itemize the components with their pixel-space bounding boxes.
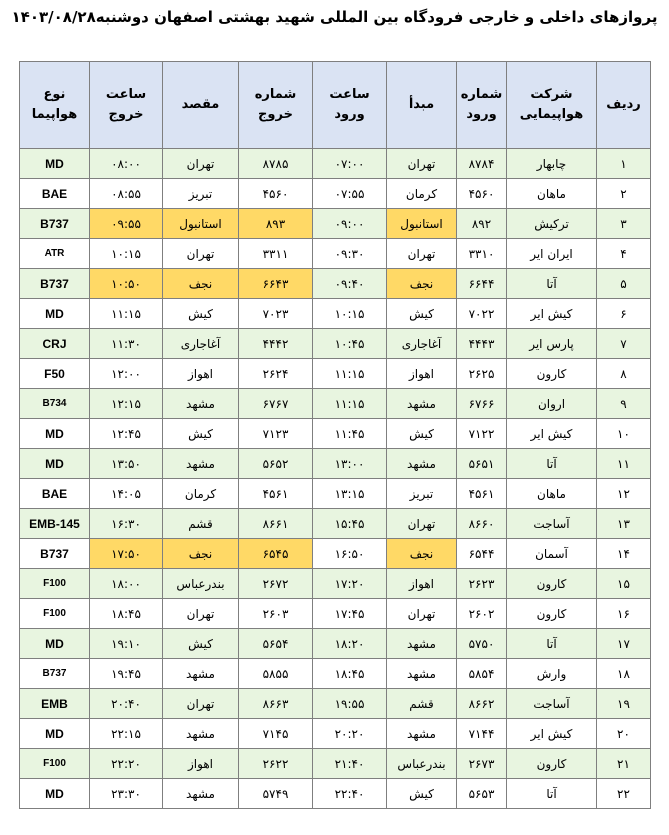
- departure-time-cell: ۱۱:۱۵: [90, 299, 163, 329]
- flight-schedule-table: [19, 61, 651, 809]
- airline-cell: آساجت: [507, 509, 597, 539]
- row-number-cell: ۱۲: [597, 479, 651, 509]
- table-row: [20, 209, 651, 239]
- departure-time-cell: ۱۳:۵۰: [90, 449, 163, 479]
- header-departure-time: ساعت خروج: [90, 62, 163, 149]
- origin-cell: اهواز: [387, 359, 457, 389]
- departure-flight-cell: ۷۱۴۵: [239, 719, 313, 749]
- departure-flight-cell: ۷۱۲۳: [239, 419, 313, 449]
- origin-cell: مشهد: [387, 389, 457, 419]
- departure-flight-cell: ۸۶۶۳: [239, 689, 313, 719]
- aircraft-type-cell: BAE: [20, 479, 90, 509]
- airline-cell: ماهان: [507, 179, 597, 209]
- arrival-time-cell: ۱۳:۰۰: [313, 449, 387, 479]
- origin-cell: آغاجاری: [387, 329, 457, 359]
- table-header-row: [20, 62, 651, 149]
- table-row: [20, 329, 651, 359]
- aircraft-type-cell: MD: [20, 299, 90, 329]
- departure-time-cell: ۱۰:۱۵: [90, 239, 163, 269]
- airline-cell: کیش ایر: [507, 419, 597, 449]
- table-row: [20, 599, 651, 629]
- destination-cell: کیش: [163, 299, 239, 329]
- airline-cell: کارون: [507, 749, 597, 779]
- row-number-cell: ۱۳: [597, 509, 651, 539]
- destination-cell: قشم: [163, 509, 239, 539]
- departure-time-cell: ۱۹:۴۵: [90, 659, 163, 689]
- arrival-flight-cell: ۷۰۲۲: [457, 299, 507, 329]
- row-number-cell: ۵: [597, 269, 651, 299]
- row-number-cell: ۲: [597, 179, 651, 209]
- airline-cell: اروان: [507, 389, 597, 419]
- table-row: [20, 269, 651, 299]
- arrival-time-cell: ۱۸:۴۵: [313, 659, 387, 689]
- row-number-cell: ۱۰: [597, 419, 651, 449]
- departure-flight-cell: ۴۴۴۲: [239, 329, 313, 359]
- origin-cell: مشهد: [387, 719, 457, 749]
- table-row: [20, 239, 651, 269]
- flight-rows: [20, 149, 651, 809]
- departure-time-cell: ۲۰:۴۰: [90, 689, 163, 719]
- aircraft-type-cell: B737: [20, 659, 90, 689]
- destination-cell: نجف: [163, 539, 239, 569]
- table-row: [20, 179, 651, 209]
- table-row: [20, 419, 651, 449]
- arrival-time-cell: ۱۶:۵۰: [313, 539, 387, 569]
- row-number-cell: ۱۸: [597, 659, 651, 689]
- table-row: [20, 689, 651, 719]
- departure-flight-cell: ۵۸۵۵: [239, 659, 313, 689]
- table-row: [20, 299, 651, 329]
- departure-flight-cell: ۸۶۶۱: [239, 509, 313, 539]
- departure-flight-cell: ۸۷۸۵: [239, 149, 313, 179]
- row-number-cell: ۹: [597, 389, 651, 419]
- row-number-cell: ۲۱: [597, 749, 651, 779]
- arrival-time-cell: ۰۹:۳۰: [313, 239, 387, 269]
- arrival-flight-cell: ۷۱۴۴: [457, 719, 507, 749]
- aircraft-type-cell: ATR: [20, 239, 90, 269]
- arrival-time-cell: ۱۰:۴۵: [313, 329, 387, 359]
- arrival-flight-cell: ۴۵۶۱: [457, 479, 507, 509]
- destination-cell: مشهد: [163, 779, 239, 809]
- arrival-flight-cell: ۶۵۴۴: [457, 539, 507, 569]
- departure-flight-cell: ۲۶۲۲: [239, 749, 313, 779]
- airline-cell: آتا: [507, 629, 597, 659]
- header-destination: مقصد: [163, 62, 239, 149]
- airline-cell: کارون: [507, 569, 597, 599]
- arrival-time-cell: ۱۳:۱۵: [313, 479, 387, 509]
- table-row: [20, 539, 651, 569]
- airline-cell: آتا: [507, 449, 597, 479]
- table-row: [20, 149, 651, 179]
- arrival-flight-cell: ۸۶۶۲: [457, 689, 507, 719]
- arrival-flight-cell: ۸۷۸۴: [457, 149, 507, 179]
- origin-cell: تهران: [387, 599, 457, 629]
- airline-cell: کارون: [507, 359, 597, 389]
- row-number-cell: ۴: [597, 239, 651, 269]
- row-number-cell: ۱۵: [597, 569, 651, 599]
- airline-cell: وارش: [507, 659, 597, 689]
- airline-cell: آساجت: [507, 689, 597, 719]
- origin-cell: کیش: [387, 299, 457, 329]
- arrival-time-cell: ۱۵:۴۵: [313, 509, 387, 539]
- departure-time-cell: ۱۲:۴۵: [90, 419, 163, 449]
- destination-cell: تهران: [163, 689, 239, 719]
- departure-time-cell: ۱۰:۵۰: [90, 269, 163, 299]
- destination-cell: تهران: [163, 599, 239, 629]
- row-number-cell: ۲۰: [597, 719, 651, 749]
- departure-flight-cell: ۴۵۶۱: [239, 479, 313, 509]
- origin-cell: کرمان: [387, 179, 457, 209]
- table-row: [20, 509, 651, 539]
- departure-time-cell: ۱۷:۵۰: [90, 539, 163, 569]
- airline-cell: آتا: [507, 779, 597, 809]
- arrival-flight-cell: ۲۶۲۵: [457, 359, 507, 389]
- airline-cell: ماهان: [507, 479, 597, 509]
- arrival-flight-cell: ۷۱۲۲: [457, 419, 507, 449]
- origin-cell: اهواز: [387, 569, 457, 599]
- arrival-time-cell: ۲۲:۴۰: [313, 779, 387, 809]
- aircraft-type-cell: MD: [20, 449, 90, 479]
- origin-cell: تهران: [387, 509, 457, 539]
- departure-flight-cell: ۴۵۶۰: [239, 179, 313, 209]
- destination-cell: کرمان: [163, 479, 239, 509]
- departure-flight-cell: ۳۳۱۱: [239, 239, 313, 269]
- arrival-flight-cell: ۵۸۵۴: [457, 659, 507, 689]
- row-number-cell: ۱۱: [597, 449, 651, 479]
- departure-time-cell: ۰۸:۰۰: [90, 149, 163, 179]
- origin-cell: تهران: [387, 239, 457, 269]
- aircraft-type-cell: F100: [20, 569, 90, 599]
- arrival-flight-cell: ۴۵۶۰: [457, 179, 507, 209]
- row-number-cell: ۷: [597, 329, 651, 359]
- aircraft-type-cell: MD: [20, 629, 90, 659]
- departure-flight-cell: ۶۵۴۵: [239, 539, 313, 569]
- arrival-time-cell: ۱۱:۱۵: [313, 359, 387, 389]
- arrival-flight-cell: ۵۶۵۱: [457, 449, 507, 479]
- destination-cell: نجف: [163, 269, 239, 299]
- origin-cell: کیش: [387, 779, 457, 809]
- arrival-flight-cell: ۸۶۶۰: [457, 509, 507, 539]
- aircraft-type-cell: BAE: [20, 179, 90, 209]
- table-row: [20, 359, 651, 389]
- departure-time-cell: ۰۹:۵۵: [90, 209, 163, 239]
- aircraft-type-cell: F100: [20, 749, 90, 779]
- departure-flight-cell: ۵۶۵۲: [239, 449, 313, 479]
- arrival-flight-cell: ۸۹۲: [457, 209, 507, 239]
- row-number-cell: ۱۷: [597, 629, 651, 659]
- departure-time-cell: ۱۱:۳۰: [90, 329, 163, 359]
- aircraft-type-cell: MD: [20, 779, 90, 809]
- departure-time-cell: ۱۸:۰۰: [90, 569, 163, 599]
- row-number-cell: ۱۴: [597, 539, 651, 569]
- departure-flight-cell: ۵۶۵۴: [239, 629, 313, 659]
- origin-cell: نجف: [387, 539, 457, 569]
- aircraft-type-cell: B734: [20, 389, 90, 419]
- arrival-time-cell: ۱۰:۱۵: [313, 299, 387, 329]
- header-departure-flight: شماره خروج: [239, 62, 313, 149]
- destination-cell: کیش: [163, 419, 239, 449]
- departure-time-cell: ۲۳:۳۰: [90, 779, 163, 809]
- header-arrival-time: ساعت ورود: [313, 62, 387, 149]
- destination-cell: اهواز: [163, 359, 239, 389]
- table-row: [20, 449, 651, 479]
- destination-cell: آغاجاری: [163, 329, 239, 359]
- aircraft-type-cell: MD: [20, 149, 90, 179]
- airline-cell: پارس ایر: [507, 329, 597, 359]
- destination-cell: اهواز: [163, 749, 239, 779]
- departure-time-cell: ۲۲:۱۵: [90, 719, 163, 749]
- header-arrival-flight: شماره ورود: [457, 62, 507, 149]
- arrival-flight-cell: ۶۷۶۶: [457, 389, 507, 419]
- aircraft-type-cell: F100: [20, 599, 90, 629]
- departure-flight-cell: ۷۰۲۳: [239, 299, 313, 329]
- table-row: [20, 569, 651, 599]
- departure-time-cell: ۱۲:۱۵: [90, 389, 163, 419]
- arrival-flight-cell: ۲۶۰۲: [457, 599, 507, 629]
- row-number-cell: ۱۹: [597, 689, 651, 719]
- arrival-time-cell: ۰۹:۰۰: [313, 209, 387, 239]
- airline-cell: آتا: [507, 269, 597, 299]
- origin-cell: قشم: [387, 689, 457, 719]
- origin-cell: مشهد: [387, 659, 457, 689]
- destination-cell: مشهد: [163, 719, 239, 749]
- departure-flight-cell: ۲۶۷۲: [239, 569, 313, 599]
- arrival-time-cell: ۱۱:۴۵: [313, 419, 387, 449]
- arrival-time-cell: ۱۱:۱۵: [313, 389, 387, 419]
- header-row-number: ردیف: [597, 62, 651, 149]
- destination-cell: مشهد: [163, 389, 239, 419]
- table-row: [20, 719, 651, 749]
- departure-flight-cell: ۶۶۴۳: [239, 269, 313, 299]
- page-title: پروازهای داخلی و خارجی فرودگاه بین المللی شهید بهشتی اصفهان دوشنبه۱۴۰۳/۰۸/۲۸: [11, 8, 658, 26]
- arrival-time-cell: ۰۹:۴۰: [313, 269, 387, 299]
- origin-cell: کیش: [387, 419, 457, 449]
- departure-flight-cell: ۸۹۳: [239, 209, 313, 239]
- row-number-cell: ۶: [597, 299, 651, 329]
- aircraft-type-cell: MD: [20, 419, 90, 449]
- origin-cell: مشهد: [387, 449, 457, 479]
- table-row: [20, 779, 651, 809]
- departure-flight-cell: ۶۷۶۷: [239, 389, 313, 419]
- row-number-cell: ۳: [597, 209, 651, 239]
- destination-cell: مشهد: [163, 659, 239, 689]
- arrival-time-cell: ۱۹:۵۵: [313, 689, 387, 719]
- departure-time-cell: ۱۹:۱۰: [90, 629, 163, 659]
- arrival-flight-cell: ۳۳۱۰: [457, 239, 507, 269]
- aircraft-type-cell: B737: [20, 539, 90, 569]
- header-airline: شرکت هواپیمایی: [507, 62, 597, 149]
- departure-time-cell: ۰۸:۵۵: [90, 179, 163, 209]
- row-number-cell: ۱۶: [597, 599, 651, 629]
- table-row: [20, 749, 651, 779]
- row-number-cell: ۸: [597, 359, 651, 389]
- aircraft-type-cell: MD: [20, 719, 90, 749]
- departure-time-cell: ۱۴:۰۵: [90, 479, 163, 509]
- aircraft-type-cell: B737: [20, 269, 90, 299]
- arrival-flight-cell: ۴۴۴۳: [457, 329, 507, 359]
- aircraft-type-cell: F50: [20, 359, 90, 389]
- departure-flight-cell: ۲۶۰۳: [239, 599, 313, 629]
- departure-flight-cell: ۵۷۴۹: [239, 779, 313, 809]
- destination-cell: تهران: [163, 149, 239, 179]
- airline-cell: ایران ایر: [507, 239, 597, 269]
- origin-cell: تبریز: [387, 479, 457, 509]
- arrival-time-cell: ۰۷:۰۰: [313, 149, 387, 179]
- destination-cell: مشهد: [163, 449, 239, 479]
- row-number-cell: ۱: [597, 149, 651, 179]
- arrival-flight-cell: ۵۷۵۰: [457, 629, 507, 659]
- arrival-flight-cell: ۲۶۷۳: [457, 749, 507, 779]
- airline-cell: کیش ایر: [507, 719, 597, 749]
- arrival-time-cell: ۱۸:۲۰: [313, 629, 387, 659]
- aircraft-type-cell: CRJ: [20, 329, 90, 359]
- airline-cell: ترکیش: [507, 209, 597, 239]
- destination-cell: بندرعباس: [163, 569, 239, 599]
- header-aircraft-type: نوع هواپیما: [20, 62, 90, 149]
- origin-cell: نجف: [387, 269, 457, 299]
- origin-cell: بندرعباس: [387, 749, 457, 779]
- airline-cell: کیش ایر: [507, 299, 597, 329]
- arrival-time-cell: ۱۷:۴۵: [313, 599, 387, 629]
- airline-cell: آسمان: [507, 539, 597, 569]
- arrival-time-cell: ۲۱:۴۰: [313, 749, 387, 779]
- destination-cell: تهران: [163, 239, 239, 269]
- destination-cell: تبریز: [163, 179, 239, 209]
- aircraft-type-cell: EMB-145: [20, 509, 90, 539]
- departure-time-cell: ۲۲:۲۰: [90, 749, 163, 779]
- destination-cell: استانبول: [163, 209, 239, 239]
- arrival-flight-cell: ۶۶۴۴: [457, 269, 507, 299]
- table-row: [20, 629, 651, 659]
- destination-cell: کیش: [163, 629, 239, 659]
- airline-cell: کارون: [507, 599, 597, 629]
- origin-cell: مشهد: [387, 629, 457, 659]
- aircraft-type-cell: B737: [20, 209, 90, 239]
- arrival-flight-cell: ۵۶۵۳: [457, 779, 507, 809]
- arrival-time-cell: ۱۷:۲۰: [313, 569, 387, 599]
- airline-cell: چابهار: [507, 149, 597, 179]
- origin-cell: استانبول: [387, 209, 457, 239]
- arrival-time-cell: ۲۰:۲۰: [313, 719, 387, 749]
- arrival-flight-cell: ۲۶۲۳: [457, 569, 507, 599]
- arrival-time-cell: ۰۷:۵۵: [313, 179, 387, 209]
- table-row: [20, 659, 651, 689]
- origin-cell: تهران: [387, 149, 457, 179]
- departure-flight-cell: ۲۶۲۴: [239, 359, 313, 389]
- header-origin: مبدأ: [387, 62, 457, 149]
- departure-time-cell: ۱۶:۳۰: [90, 509, 163, 539]
- table-row: [20, 389, 651, 419]
- departure-time-cell: ۱۸:۴۵: [90, 599, 163, 629]
- aircraft-type-cell: EMB: [20, 689, 90, 719]
- row-number-cell: ۲۲: [597, 779, 651, 809]
- table-row: [20, 479, 651, 509]
- departure-time-cell: ۱۲:۰۰: [90, 359, 163, 389]
